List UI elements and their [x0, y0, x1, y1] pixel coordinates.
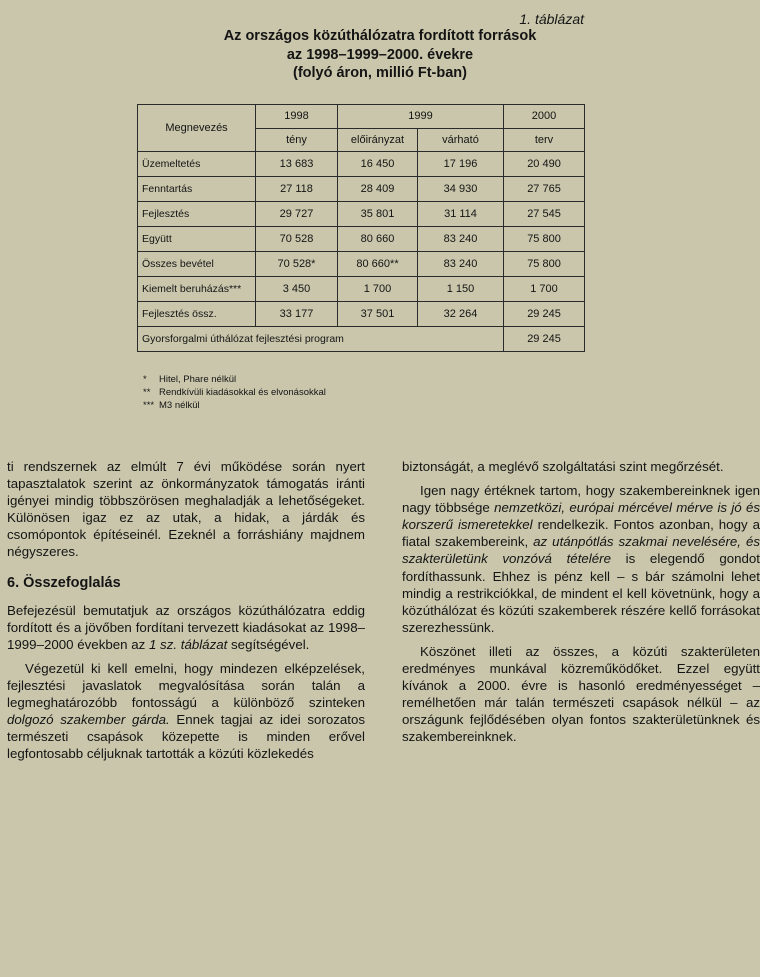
text-run: Befejezésül bemutatjuk az országos közúthálózatra eddig fordított és a jövőben fordítani tervezett kiadásokat az 1998–1999–2000 években az: [7, 602, 365, 652]
right-column: [402, 458, 760, 753]
cell: 28 409: [338, 177, 418, 202]
header-name: Megnevezés: [138, 105, 256, 152]
cell: 37 501: [338, 302, 418, 327]
cell: 3 450: [256, 277, 338, 302]
cell: 70 528*: [256, 252, 338, 277]
header-sub-1998: tény: [256, 128, 338, 152]
cell: 17 196: [418, 152, 504, 177]
cell: 27 545: [504, 202, 585, 227]
table-footnotes: [143, 373, 326, 412]
footnote-mark: ***: [143, 400, 155, 411]
paragraph: Köszönet illeti az összes, a közúti szakterületen eredményes munkával közreműködőket. Ezzel együtt kívánok a 2000. évre is hasonló eredményességet – remélhetően már talán természeti csapások nélkül – az országunk fejlődésében olyan fontos szakterületünknek és szakembereinknek.: [402, 643, 760, 745]
row-label: Gyorsforgalmi úthálózat fejlesztési program: [138, 327, 504, 352]
header-sub-2000: terv: [504, 128, 585, 152]
table-row: [138, 302, 585, 327]
footnote-text: Rendkívüli kiadásokkal és elvonásokkal: [159, 387, 326, 398]
header-1998: 1998: [256, 105, 338, 129]
table-title: [0, 27, 760, 83]
text-run: Végezetül ki kell emelni, hogy mindezen elképzelések, fejlesztési javaslatok megvalósítása során talán a legmeghatározóbb fontosságú a különböző szinteken: [7, 660, 365, 711]
title-line-1: Az országos közúthálózatra fordított források: [223, 28, 537, 44]
footnote: [143, 399, 326, 412]
table-row: [138, 277, 585, 302]
cell: 27 118: [256, 177, 338, 202]
cell: 80 660: [338, 227, 418, 252]
footnote-text: M3 nélkül: [159, 400, 200, 411]
header-sub-1999a: előirányzat: [338, 128, 418, 152]
header-sub-1999b: várható: [418, 128, 504, 152]
text-run: is elegendő gondot fordíthassunk. Ehhez is pénz kell – s bár számolni lehet mindig a restrikciókkal, de mindent el kell követnünk, hogy a közúthálózat és közúti szakemberek részére kellő forrásokat szerezhessünk.: [402, 551, 760, 635]
table-row: [138, 252, 585, 277]
emphasis: dolgozó szakember gárda.: [7, 712, 170, 728]
text-run: segítségével.: [227, 636, 310, 652]
cell: 75 800: [504, 227, 585, 252]
cell: 70 528: [256, 227, 338, 252]
cell: 80 660**: [338, 252, 418, 277]
cell: 13 683: [256, 152, 338, 177]
emphasis: az utánpótlás szakmai nevelésére, és szakterületünk vonzóvá tételére: [402, 534, 760, 567]
emphasis: nemzetközi, európai mércével mérve is jó és korszerű ismeretekkel: [402, 500, 760, 533]
cell: 83 240: [418, 227, 504, 252]
header-1999: 1999: [338, 105, 504, 129]
row-label: Fejlesztés: [138, 202, 256, 227]
row-label: Fejlesztés össz.: [138, 302, 256, 327]
row-label: Fenntartás: [138, 177, 256, 202]
row-label: Együtt: [138, 227, 256, 252]
text-run: Ennek tagjai az idei sorozatos természeti csapások közepette is minden erővel legfontosabb céljuknak tartották a közúti közlekedés: [7, 712, 365, 762]
cell: 75 800: [504, 252, 585, 277]
funding-table: [137, 104, 585, 352]
emphasis: 1 sz. táblázat: [148, 636, 228, 652]
row-label: Összes bevétel: [138, 252, 256, 277]
paragraph: [7, 602, 365, 653]
table-row: [138, 177, 585, 202]
header-2000: 2000: [504, 105, 585, 129]
footnote-mark: *: [143, 374, 147, 385]
cell: 1 700: [338, 277, 418, 302]
paragraph: ti rendszernek az elmúlt 7 évi működése során nyert tapasztalatok szerint az önkormányzatok támogatás iránti igényei mindig többszörösen meghaladják a lehetőségeket. Különösen igaz ez az utak, a hidak, a járdák és csomópontok építéseinél. Ezeknél a forráshiány majdnem négyszeres.: [7, 459, 365, 560]
table-row: [138, 202, 585, 227]
cell: 20 490: [504, 152, 585, 177]
title-line-3: (folyó áron, millió Ft-ban): [293, 65, 467, 81]
cell: 31 114: [418, 202, 504, 227]
footnote: [143, 373, 326, 386]
cell: 35 801: [338, 202, 418, 227]
row-label: Kiemelt beruházás***: [138, 277, 256, 302]
cell: 29 245: [504, 327, 585, 352]
table-row: [138, 327, 585, 352]
paragraph: biztonságát, a meglévő szolgáltatási szint megőrzését.: [402, 459, 724, 474]
title-line-2: az 1998–1999–2000. évekre: [286, 46, 474, 63]
cell: 29 727: [256, 202, 338, 227]
left-column: [7, 458, 365, 770]
row-label: Üzemeltetés: [138, 152, 256, 177]
table-number: 1. táblázat: [519, 11, 584, 27]
text-run: Igen nagy értéknek tartom, hogy szakembereinknek igen nagy többsége: [402, 483, 760, 516]
cell: 27 765: [504, 177, 585, 202]
cell: 1 150: [418, 277, 504, 302]
header-row-years: [138, 105, 585, 129]
paragraph: [7, 660, 365, 763]
text-run: rendelkezik. Fontos azonban, hogy a fiatal szakembereink,: [402, 517, 760, 550]
cell: 29 245: [504, 302, 585, 327]
paragraph: [402, 482, 760, 636]
table-row: [138, 227, 585, 252]
cell: 1 700: [504, 277, 585, 302]
cell: 34 930: [418, 177, 504, 202]
footnote: [143, 386, 326, 399]
table-row: [138, 152, 585, 177]
cell: 33 177: [256, 302, 338, 327]
section-heading: 6. Összefoglalás: [7, 574, 121, 591]
cell: 83 240: [418, 252, 504, 277]
cell: 32 264: [418, 302, 504, 327]
cell: 16 450: [338, 152, 418, 177]
footnote-mark: **: [143, 387, 151, 398]
footnote-text: Hitel, Phare nélkül: [159, 374, 237, 385]
